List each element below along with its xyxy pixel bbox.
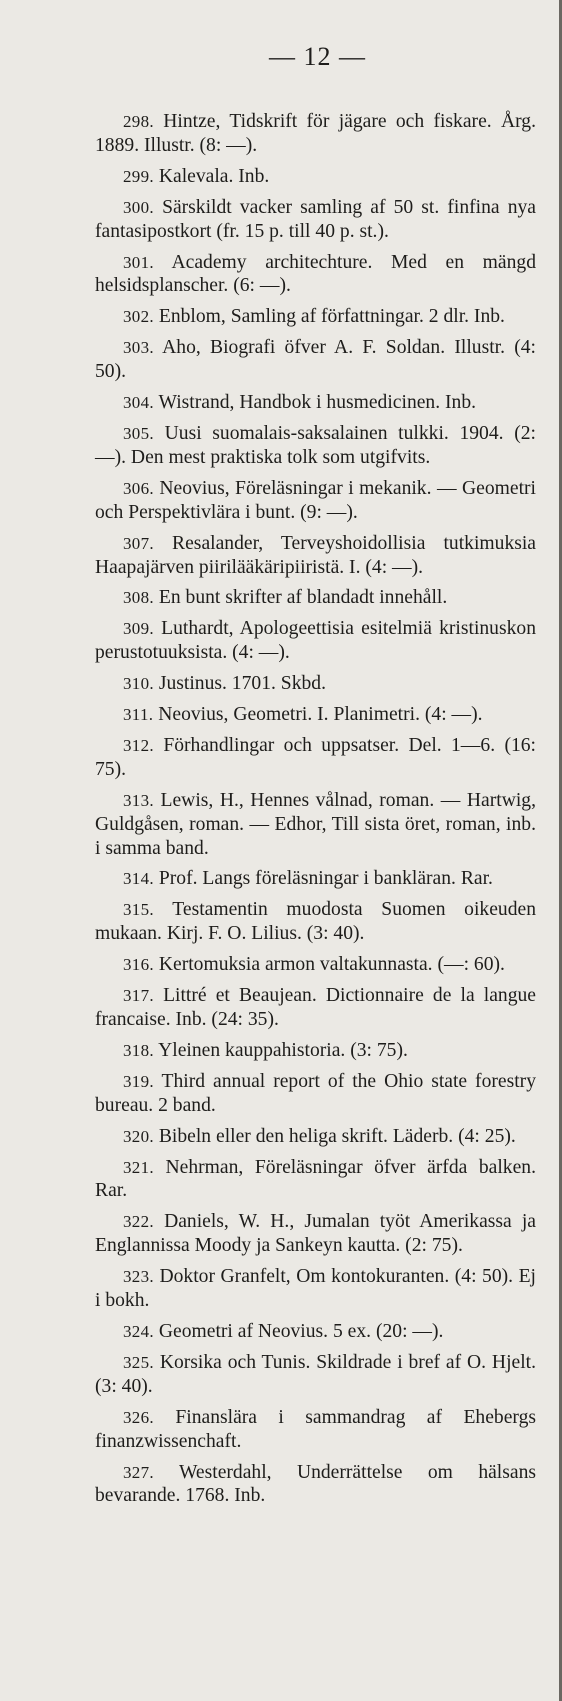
entry-text: Westerdahl, Underrättelse om hälsans bevarande. 1768. Inb. <box>95 1461 536 1507</box>
entry-number: 301. <box>123 252 154 272</box>
catalog-entry <box>95 586 536 610</box>
entry-text: Resalander, Terveyshoidollisia tutkimuksia Haapajärven piirilääkäripiiristä. I. (4: —). <box>95 532 537 578</box>
entry-text: Daniels, W. H., Jumalan työt Amerikassa ja Englannissa Moody ja Sankeyn kautta. (2: 75). <box>95 1211 536 1257</box>
catalog-entry <box>95 617 536 665</box>
catalog-entry <box>95 1265 536 1313</box>
entry-text: Kertomuksia armon valtakunnasta. (—: 60). <box>158 954 505 976</box>
entry-text: Geometri af Neovius. 5 ex. (20: —). <box>158 1320 444 1342</box>
entry-text: En bunt skrifter af blandadt innehåll. <box>158 587 448 609</box>
entry-number: 317. <box>123 986 154 1006</box>
catalog-entry <box>95 672 536 696</box>
catalog-entry <box>95 1210 536 1258</box>
entry-text: Justinus. 1701. Skbd. <box>158 673 326 695</box>
entry-number: 304. <box>123 393 154 413</box>
catalog-entry <box>95 196 536 244</box>
entry-number: 302. <box>123 307 154 327</box>
catalog-entry <box>95 110 536 158</box>
catalog-entry <box>95 251 536 299</box>
catalog-entry <box>95 1156 536 1204</box>
entry-text: Enblom, Samling af författningar. 2 dlr. Inb. <box>158 306 505 328</box>
catalog-entry <box>95 532 536 580</box>
entry-number: 307. <box>123 533 154 553</box>
catalog-entry <box>95 734 536 782</box>
entry-number: 318. <box>123 1040 154 1060</box>
catalog-entry <box>95 1351 536 1399</box>
entry-number: 298. <box>123 112 154 131</box>
entry-text: Aho, Biografi öfver A. F. Soldan. Illustr. (4: 50). <box>95 337 536 383</box>
catalog-entry <box>95 1406 536 1454</box>
entry-text: Kalevala. Inb. <box>158 165 270 187</box>
catalog-entry <box>95 789 536 861</box>
entry-number: 306. <box>123 478 154 498</box>
entry-number: 325. <box>123 1352 154 1372</box>
catalog-entry <box>95 953 536 977</box>
catalog-entry <box>95 867 536 891</box>
entry-number: 319. <box>123 1071 154 1091</box>
catalog-entry <box>95 1070 536 1118</box>
catalog-entry <box>95 165 536 189</box>
entry-number: 321. <box>123 1157 154 1177</box>
entry-number: 322. <box>123 1212 154 1232</box>
catalog-entry <box>95 1461 536 1509</box>
entry-text: Hintze, Tidskrift för jägare och fiskare. Årg. 1889. Illustr. (8: —). <box>95 111 536 156</box>
catalog-entry <box>95 391 536 415</box>
catalog-entry <box>95 898 536 946</box>
entry-text: Uusi suomalais-saksalainen tulkki. 1904. (2: —). Den mest praktiska tolk som utgifvits. <box>95 422 536 468</box>
entry-number: 300. <box>123 197 154 217</box>
entry-text: Prof. Langs föreläsningar i bankläran. Rar. <box>158 868 493 890</box>
page-number: — 12 — <box>269 42 366 71</box>
entry-text: Testamentin muodosta Suomen oikeuden mukaan. Kirj. F. O. Lilius. (3: 40). <box>95 899 537 945</box>
entry-number: 327. <box>123 1462 154 1482</box>
entry-number: 312. <box>123 735 154 755</box>
entry-text: Förhandlingar och uppsatser. Del. 1—6. (16: 75). <box>95 734 537 780</box>
catalog-entry <box>95 1039 536 1063</box>
entry-number: 311. <box>123 705 154 725</box>
catalog-entry <box>95 1125 536 1149</box>
entry-number: 323. <box>123 1267 154 1287</box>
entry-text: Nehrman, Föreläsningar öfver ärfda balken. Rar. <box>95 1156 536 1202</box>
entry-text: Doktor Granfelt, Om kontokuranten. (4: 50). Ej i bokh. <box>95 1266 536 1312</box>
entry-number: 305. <box>123 423 154 443</box>
catalog-entry-list <box>95 110 536 1508</box>
entry-number: 303. <box>123 338 154 358</box>
catalog-entry <box>95 1320 536 1344</box>
catalog-entry <box>95 305 536 329</box>
entry-text: Neovius, Geometri. I. Planimetri. (4: —). <box>158 704 483 726</box>
entry-text: Third annual report of the Ohio state forestry bureau. 2 band. <box>95 1070 536 1116</box>
entry-number: 320. <box>123 1126 154 1146</box>
entry-number: 316. <box>123 955 154 975</box>
entry-text: Academy architechture. Med en mängd helsidsplanscher. (6: —). <box>95 251 536 297</box>
catalog-entry <box>95 422 536 470</box>
entry-number: 308. <box>123 588 154 608</box>
entry-text: Finanslära i sammandrag af Ehebergs finanzwissenchaft. <box>95 1406 536 1452</box>
entry-text: Wistrand, Handbok i husmedicinen. Inb. <box>158 392 477 414</box>
catalog-entry <box>95 336 536 384</box>
catalog-entry <box>95 703 536 727</box>
entry-number: 324. <box>123 1321 154 1341</box>
entry-number: 299. <box>123 166 154 186</box>
entry-text: Yleinen kauppahistoria. (3: 75). <box>158 1039 408 1061</box>
catalog-entry <box>95 984 536 1032</box>
entry-text: Särskildt vacker samling af 50 st. finfina nya fantasipostkort (fr. 15 p. till 40 p. st.). <box>95 196 536 242</box>
entry-number: 314. <box>123 869 154 889</box>
entry-number: 309. <box>123 619 154 639</box>
entry-text: Korsika och Tunis. Skildrade i bref af O. Hjelt. (3: 40). <box>95 1351 536 1397</box>
entry-number: 315. <box>123 900 154 920</box>
entry-text: Bibeln eller den heliga skrift. Läderb. (4: 25). <box>158 1125 516 1147</box>
entry-text: Lewis, H., Hennes vålnad, roman. — Hartwig, Guldgåsen, roman. — Edhor, Till sista öret, roman, inb. i samma band. <box>95 789 536 859</box>
entry-text: Luthardt, Apologeettisia esitelmiä kristinuskon perustotuuksista. (4: —). <box>95 618 536 664</box>
entry-number: 310. <box>123 674 154 694</box>
entry-number: 326. <box>123 1407 154 1427</box>
catalog-entry <box>95 477 536 525</box>
entry-number: 313. <box>123 790 154 810</box>
entry-text: Neovius, Föreläsningar i mekanik. — Geometri och Perspektivlära i bunt. (9: —). <box>95 477 536 523</box>
entry-text: Littré et Beaujean. Dictionnaire de la langue francaise. Inb. (24: 35). <box>95 985 536 1030</box>
